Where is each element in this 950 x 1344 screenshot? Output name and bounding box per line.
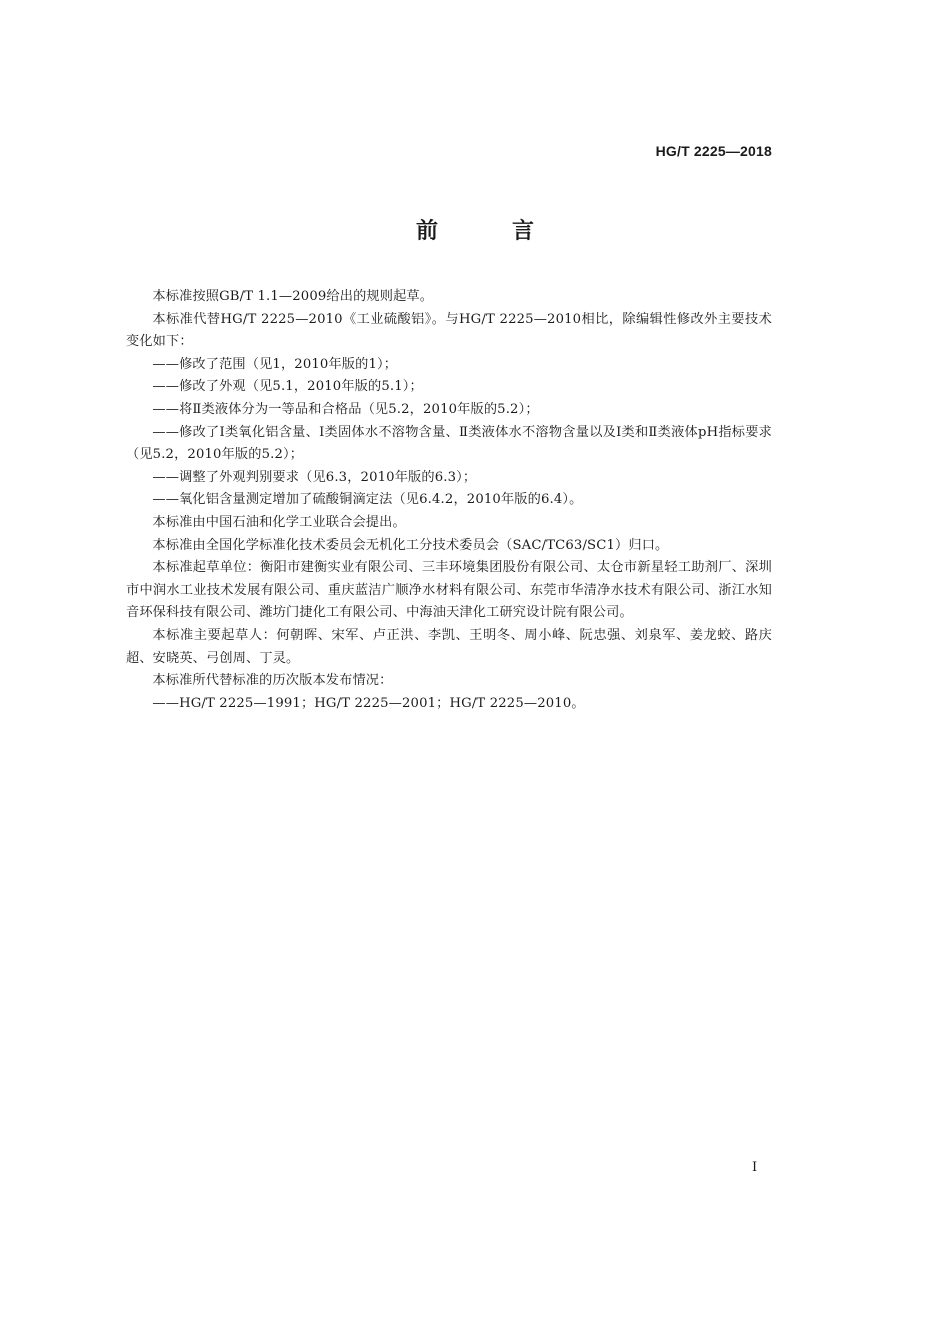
standard-code: HG/T 2225—2018 <box>655 143 772 159</box>
paragraph-drafting-units: 本标准起草单位：衡阳市建衡实业有限公司、三丰环境集团股份有限公司、太仓市新星轻工助剂厂、深圳市中润水工业技术发展有限公司、重庆蓝洁广顺净水材料有限公司、东莞市华清净水技术有限公司、浙江水知音环保科技有限公司、潍坊门捷化工有限公司、中海油天津化工研究设计院有限公司。 <box>126 560 772 621</box>
paragraph-history-list: ——HG/T 2225—1991；HG/T 2225—2001；HG/T 2225—2010。 <box>152 695 585 711</box>
change-item: ——调整了外观判别要求（见6.3，2010年版的6.3）； <box>152 469 477 485</box>
page-title: 前 言 <box>415 219 560 244</box>
paragraph-history-heading: 本标准所代替标准的历次版本发布情况： <box>152 673 393 689</box>
paragraph-replacement: 本标准代替HG/T 2225—2010《工业硫酸铝》。与HG/T 2225—2010相比，除编辑性修改外主要技术变化如下： <box>126 311 772 350</box>
change-item: ——修改了外观（见5.1，2010年版的5.1）； <box>152 379 423 395</box>
change-item: ——修改了Ⅰ类氧化铝含量、Ⅰ类固体水不溶物含量、Ⅱ类液体水不溶物含量以及Ⅰ类和Ⅱ类液体pH指标要求（见5.2，2010年版的5.2）； <box>126 424 772 463</box>
page-number: I <box>752 1160 758 1175</box>
change-item: ——将Ⅱ类液体分为一等品和合格品（见5.2，2010年版的5.2）； <box>152 401 539 417</box>
paragraph-drafting-rules: 本标准按照GB/T 1.1—2009给出的规则起草。 <box>152 289 434 304</box>
change-item: ——修改了范围（见1，2010年版的1）； <box>152 356 398 372</box>
paragraph-proposer: 本标准由中国石油和化学工业联合会提出。 <box>152 514 406 530</box>
foreword-body <box>126 286 772 715</box>
paragraph-committee: 本标准由全国化学标准化技术委员会无机化工分技术委员会（SAC/TC63/SC1）归口。 <box>152 537 669 553</box>
change-item: ——氧化铝含量测定增加了硫酸铜滴定法（见6.4.2，2010年版的6.4）。 <box>152 492 583 508</box>
paragraph-drafters: 本标准主要起草人：何朝晖、宋军、卢正洪、李凯、王明冬、周小峰、阮忠强、刘泉军、姜龙蛟、路庆超、安晓英、弓创周、丁灵。 <box>126 627 772 666</box>
